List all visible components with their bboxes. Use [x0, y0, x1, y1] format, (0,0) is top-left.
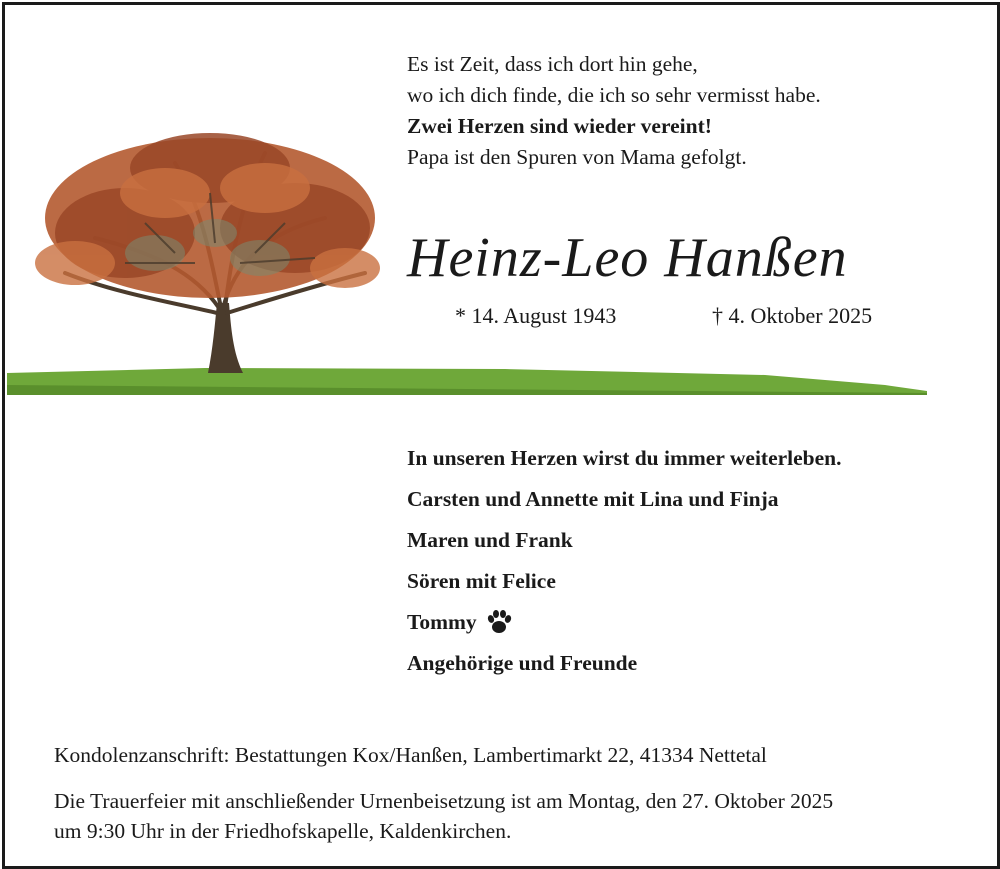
poem-line: Papa ist den Spuren von Mama gefolgt. [407, 145, 747, 169]
family-member-label: Tommy [407, 609, 477, 634]
family-member: Carsten und Annette mit Lina und Finja [407, 486, 779, 511]
ceremony-line: Die Trauerfeier mit anschließender Urnenbeisetzung ist am Montag, den 27. Oktober 2025 [54, 789, 834, 813]
family-member: Maren und Frank [407, 527, 573, 552]
poem-line: Es ist Zeit, dass ich dort hin gehe, [407, 52, 698, 76]
obituary-notice [2, 2, 1000, 869]
family-member: Angehörige und Freunde [407, 650, 638, 675]
family-list [407, 437, 842, 683]
poem-line-bold: Zwei Herzen sind wieder vereint! [407, 114, 712, 138]
deceased-name: Heinz-Leo Hanßen [407, 227, 848, 289]
family-motto: In unseren Herzen wirst du immer weiterleben. [407, 445, 842, 470]
condolence-address: Kondolenzanschrift: Bestattungen Kox/Hanßen, Lambertimarkt 22, 41334 Nettetal [54, 743, 767, 767]
ceremony-line: um 9:30 Uhr in der Friedhofskapelle, Kaldenkirchen. [54, 819, 512, 843]
family-member: Sören mit Felice [407, 568, 556, 593]
ceremony-info [54, 786, 833, 846]
family-member-pet [407, 601, 842, 642]
death-date: † 4. Oktober 2025 [712, 303, 873, 328]
poem-line: wo ich dich finde, die ich so sehr vermisst habe. [407, 83, 821, 107]
birth-date: * 14. August 1943 [455, 303, 617, 328]
paw-icon [484, 607, 514, 637]
